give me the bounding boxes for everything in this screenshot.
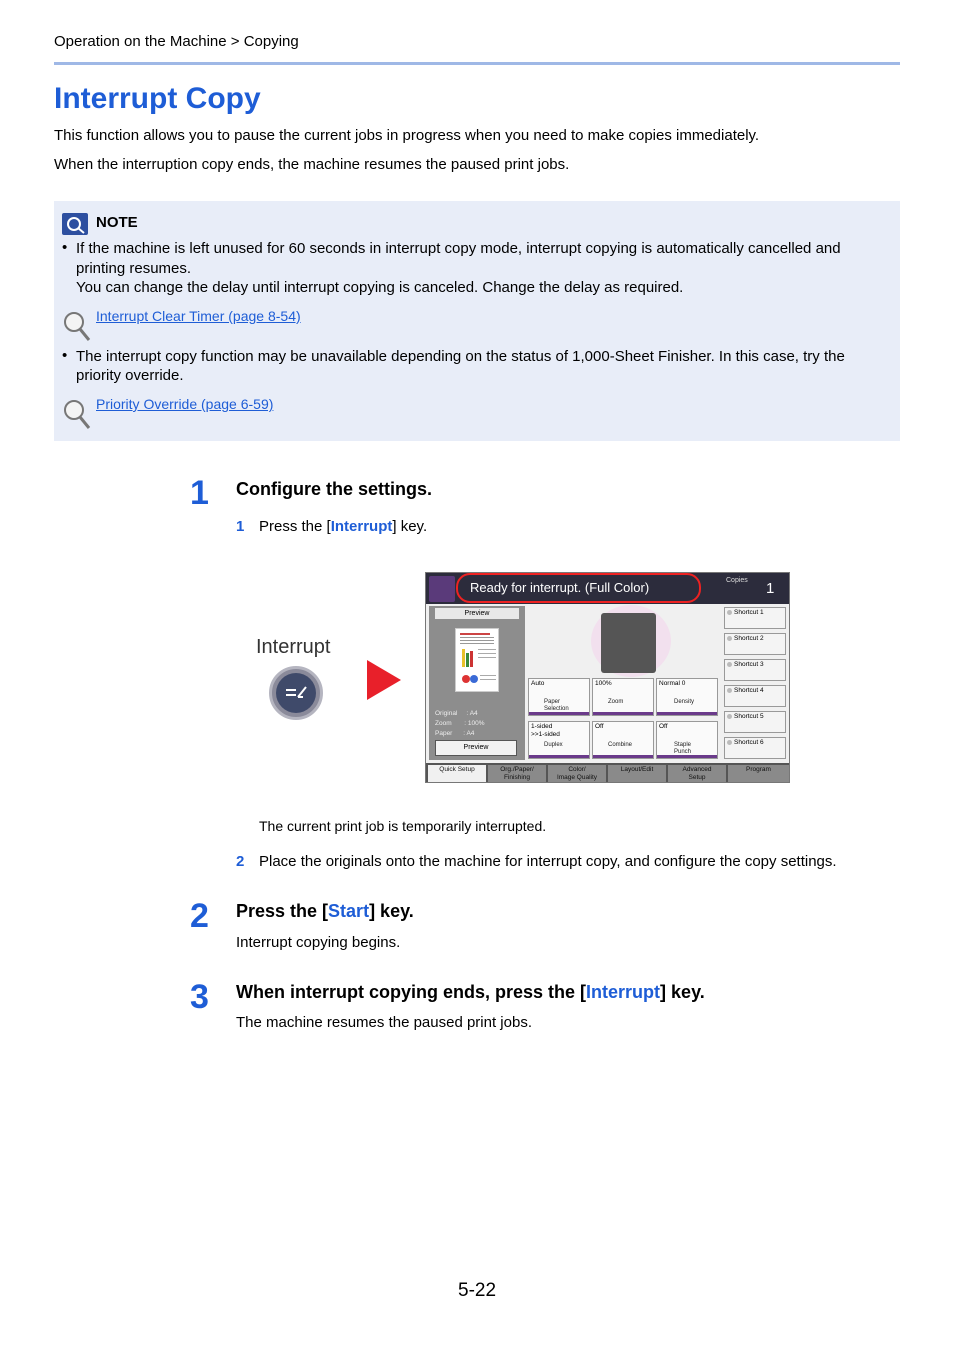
zoom-key[interactable]: 100% Zoom xyxy=(592,678,654,716)
intro-paragraph-1: This function allows you to pause the current jobs in progress when you need to make copies immediately. xyxy=(54,127,760,144)
duplex-key[interactable]: 1-sided >>1-sided Duplex xyxy=(528,721,590,759)
shortcut-3-key[interactable]: Shortcut 3 xyxy=(724,659,786,681)
note-bullet-1-line-2: printing resumes. xyxy=(76,260,192,277)
interrupt-key-button[interactable] xyxy=(269,666,323,720)
header-rule xyxy=(54,62,900,65)
preview-button[interactable]: Preview xyxy=(435,740,517,756)
shortcut-1-key[interactable]: Shortcut 1 xyxy=(724,607,786,629)
step-3-body: The machine resumes the paused print jobs. xyxy=(236,1014,532,1031)
breadcrumb: Operation on the Machine > Copying xyxy=(54,33,299,50)
tab-advanced-setup[interactable]: Advanced Setup xyxy=(668,765,726,783)
step-3-number: 3 xyxy=(190,978,209,1016)
preview-thumbnail xyxy=(455,628,499,692)
preview-pane xyxy=(429,606,525,760)
step-1-title: Configure the settings. xyxy=(236,479,433,499)
note-heading: NOTE xyxy=(96,214,138,231)
page-number: 5-22 xyxy=(458,1280,497,1301)
substep-2-number: 2 xyxy=(236,853,245,870)
bullet-icon: • xyxy=(62,239,68,256)
note-box xyxy=(54,201,900,441)
note-icon xyxy=(62,213,88,235)
shortcut-4-key[interactable]: Shortcut 4 xyxy=(724,685,786,707)
interrupt-key-label: Interrupt xyxy=(256,636,331,658)
tab-quick-setup[interactable]: Quick Setup xyxy=(428,765,486,783)
screen-status-bar xyxy=(426,573,790,604)
preview-header: Preview xyxy=(435,608,519,619)
interrupt-icon xyxy=(276,673,316,713)
density-key[interactable]: Normal 0 Density xyxy=(656,678,718,716)
step-1-number: 1 xyxy=(190,474,209,512)
priority-override-link[interactable]: Priority Override (page 6-59) xyxy=(96,396,274,412)
step-3-title: When interrupt copying ends, press the [Interrupt] key. xyxy=(236,982,705,1002)
paper-selection-key[interactable]: Auto Paper Selection xyxy=(528,678,590,716)
copy-mode-icon xyxy=(429,576,455,602)
interrupt-key-ref: Interrupt xyxy=(586,982,661,1002)
screen-tab-bar xyxy=(426,763,790,783)
status-message: Ready for interrupt. (Full Color) xyxy=(456,573,701,603)
step-2-title: Press the [Start] key. xyxy=(236,901,414,921)
start-key-ref: Start xyxy=(328,901,370,921)
machine-illustration xyxy=(601,613,656,673)
tab-program[interactable]: Program xyxy=(728,765,789,783)
interrupt-key-ref: Interrupt xyxy=(330,518,393,535)
page-title: Interrupt Copy xyxy=(54,82,261,115)
shortcut-5-key[interactable]: Shortcut 5 xyxy=(724,711,786,733)
illustration-caption: The current print job is temporarily interrupted. xyxy=(259,818,547,834)
bullet-icon: • xyxy=(62,347,68,364)
step-2-body: Interrupt copying begins. xyxy=(236,934,401,951)
intro-paragraph-2: When the interruption copy ends, the machine resumes the paused print jobs. xyxy=(54,156,570,173)
note-bullet-1-line-1: If the machine is left unused for 60 seconds in interrupt copy mode, interrupt copying is automatically cancelled and xyxy=(76,240,841,257)
substep-1-text: Press the [Interrupt] key. xyxy=(259,518,428,535)
original-row: Original : A4 xyxy=(435,710,478,717)
substep-1-number: 1 xyxy=(236,518,245,535)
tab-layout-edit[interactable]: Layout/Edit xyxy=(608,765,666,783)
staple-punch-key[interactable]: Off Staple Punch xyxy=(656,721,718,759)
touch-panel-screen xyxy=(425,572,790,783)
copies-value: 1 xyxy=(766,580,775,597)
note-bullet-2-line-2: priority override. xyxy=(76,367,184,384)
step-2-number: 2 xyxy=(190,897,209,935)
tab-org-paper-finishing[interactable]: Org./Paper/ Finishing xyxy=(488,765,546,783)
interrupt-clear-timer-link[interactable]: Interrupt Clear Timer (page 8-54) xyxy=(96,308,301,324)
magnifier-icon xyxy=(61,309,93,343)
zoom-row: Zoom : 100% xyxy=(435,720,485,727)
shortcut-2-key[interactable]: Shortcut 2 xyxy=(724,633,786,655)
magnifier-icon xyxy=(61,397,93,431)
substep-2-text: Place the originals onto the machine for interrupt copy, and configure the copy settings. xyxy=(259,853,837,870)
copies-label: Copies xyxy=(726,577,748,584)
tab-color-image-quality[interactable]: Color/ Image Quality xyxy=(548,765,606,783)
note-bullet-1-line-3: You can change the delay until interrupt copying is canceled. Change the delay as required. xyxy=(76,279,684,296)
combine-key[interactable]: Off Combine xyxy=(592,721,654,759)
paper-row: Paper : A4 xyxy=(435,730,475,737)
shortcut-6-key[interactable]: Shortcut 6 xyxy=(724,737,786,759)
arrow-right-icon xyxy=(367,660,401,700)
note-bullet-2-line-1: The interrupt copy function may be unavailable depending on the status of 1,000-Sheet Finisher. In this case, try the xyxy=(76,348,845,365)
